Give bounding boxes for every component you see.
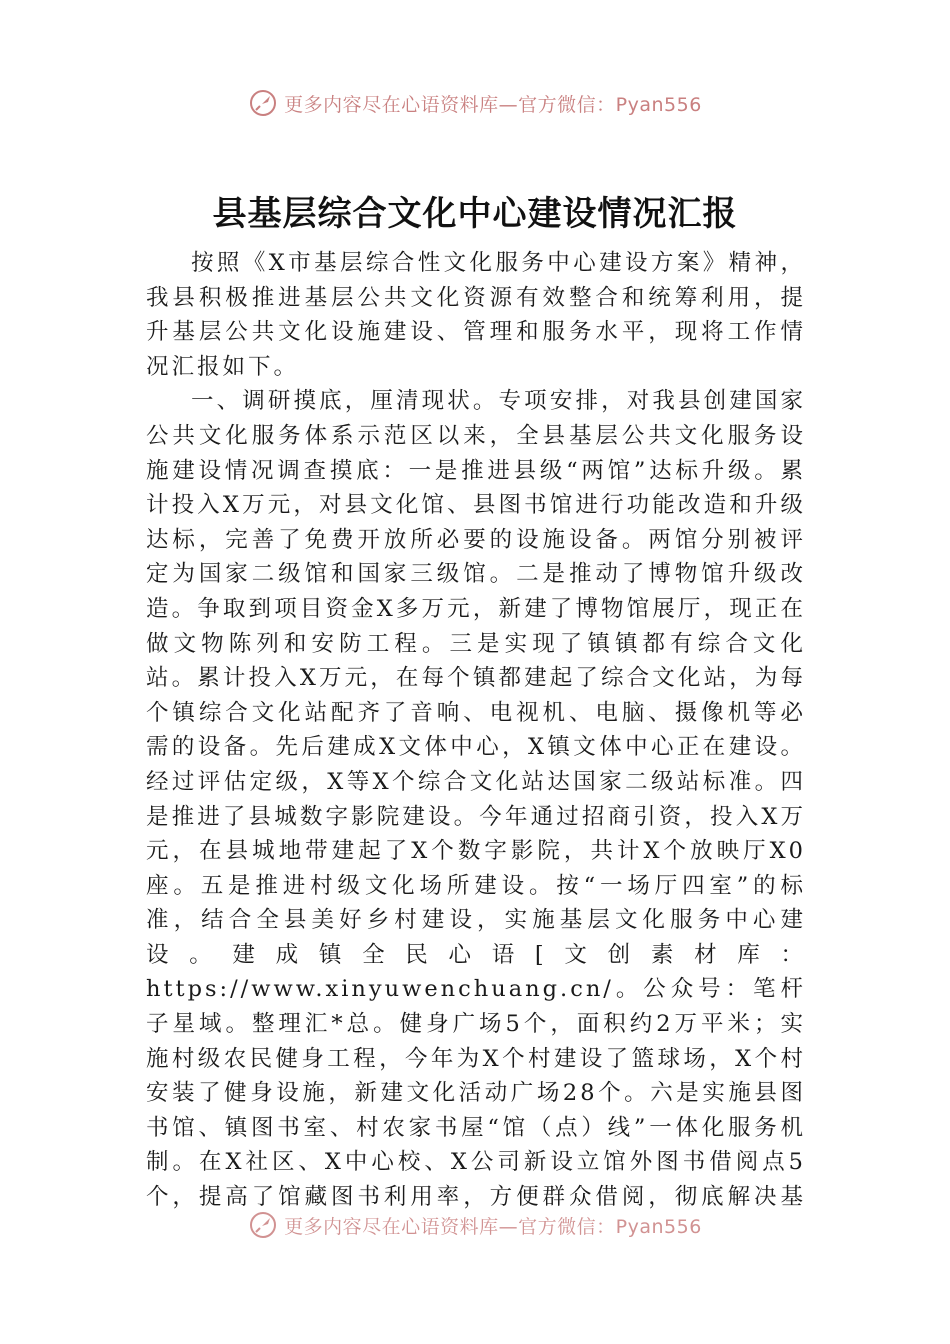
header-watermark xyxy=(0,86,950,120)
paragraph-section-one: 一、调研摸底，厘清现状。专项安排，对我县创建国家公共文化服务体系示范区以来，全县基层公共文化服务设施建设情况调查摸底：一是推进县级“两馆”达标升级。累计投入X万元，对县文化馆、县图书馆进行功能改造和升级达标，完善了免费开放所必要的设施设备。两馆分别被评定为国家二级馆和国家三级馆。二是推动了博物馆升级改造。争取到项目资金X多万元，新建了博物馆展厅，现正在做文物陈列和安防工程。三是实现了镇镇都有综合文化站。累计投入X万元，在每个镇都建起了综合文化站，为每个镇综合文化站配齐了音响、电视机、电脑、摄像机等必需的设备。先后建成X文体中心，X镇文体中心正在建设。经过评估定级，X等X个综合文化站达国家二级站标准。四是推进了县城数字影院建设。今年通过招商引资，投入X万元，在县城地带建起了X个数字影院，共计X个放映厅X0座。五是推进村级文化场所建设。按“一场厅四室”的标准，结合全县美好乡村建设，实施基层文化服务中心建设。建成镇全民心语[文创素材库：https://www.xinyuwenchuang.cn/。公众号：笔杆子星域。整理汇*总。健身广场5个，面积约2万平米；实施村级农民健身工程，今年为X个村建设了篮球场，X个村安装了健身设施，新建文化活动广场28个。六是实施县图书馆、镇图书室、村农家书屋“馆（点）线”一体化服务机制。在X社区、X中心校、X公司新设立馆外图书借阅点5个，提高了馆藏图书利用率，方便群众借阅，彻底解决基 xyxy=(146,388,806,1211)
footer-watermark xyxy=(0,1208,950,1242)
quill-logo-icon xyxy=(248,88,278,118)
paragraph-intro: 按照《X市基层综合性文化服务中心建设方案》精神，我县积极推进基层公共文化资源有效整合和统筹利用，提升基层公共文化设施建设、管理和服务水平，现将工作情况汇报如下。 xyxy=(146,250,806,380)
document-body xyxy=(146,246,806,1212)
header-watermark-text: 更多内容尽在心语资料库—官方微信：Pyan556 xyxy=(284,93,702,116)
footer-watermark-text: 更多内容尽在心语资料库—官方微信：Pyan556 xyxy=(284,1215,702,1238)
document-title: 县基层综合文化中心建设情况汇报 xyxy=(212,194,738,234)
quill-logo-icon xyxy=(248,1210,278,1240)
